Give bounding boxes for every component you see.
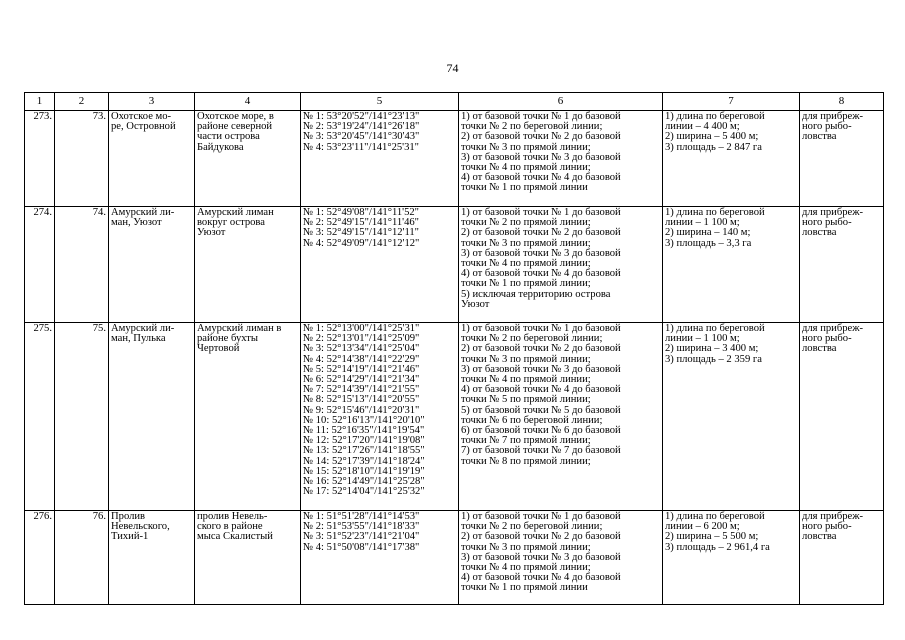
- cell-text: для прибреж- ного рыбо- ловства: [802, 207, 864, 239]
- cell-line: 5) исключая территорию острова: [461, 288, 611, 300]
- cell-row-number: [25, 323, 55, 511]
- cell-text: пролив Невель- ского в районе мыса Скалистый: [197, 511, 273, 543]
- cell-water-body: [109, 111, 195, 207]
- column-header: 6: [459, 93, 663, 111]
- cell-coordinates: [301, 207, 459, 323]
- cell-line: № 16: 52°14'49"/141°25'28": [303, 476, 425, 488]
- cell-text: 76.: [92, 511, 106, 522]
- cell-line: 2) ширина – 140 м;: [665, 227, 751, 239]
- cell-text: для прибреж- ного рыбо- ловства: [802, 111, 864, 143]
- cell-line: точки № 7 по прямой линии;: [461, 435, 591, 447]
- cell-line: 1) от базовой точки № 1 до базовой: [461, 323, 621, 334]
- cell-line: 3) от базовой точки № 3 до базовой: [461, 247, 621, 259]
- cell-line: 4) от базовой точки № 4 до базовой: [461, 572, 621, 584]
- cell-text: Амурский лиман вокруг острова Уюзот: [197, 207, 274, 239]
- cell-line: 1) от базовой точки № 1 до базовой: [461, 207, 621, 218]
- column-header: 1: [25, 93, 55, 111]
- cell-line: № 3: 52°49'15"/141°12'11": [303, 227, 419, 239]
- fishing-areas-table: [24, 92, 884, 605]
- cell-water-body: [109, 323, 195, 511]
- cell-text: 275.: [33, 323, 52, 334]
- cell-line: № 14: 52°17'39"/141°18'24": [303, 455, 425, 467]
- page-number: 74: [446, 61, 459, 75]
- cell-purpose: [800, 111, 884, 207]
- cell-text: 273.: [33, 111, 52, 122]
- cell-text: 274.: [33, 207, 52, 218]
- cell-line: 3) от базовой точки № 3 до базовой: [461, 363, 621, 375]
- cell-line: № 1: 52°13'00"/141°25'31": [303, 323, 420, 334]
- cell-line: точки № 1 по прямой линии: [461, 582, 588, 594]
- column-header: 8: [800, 93, 884, 111]
- cell-line: 3) площадь – 2 359 га: [665, 353, 762, 365]
- cell-line: № 1: 51°51'28"/141°14'53": [303, 511, 420, 522]
- cell-line: № 1: 53°20'52"/141°23'13": [303, 111, 420, 122]
- column-header: 2: [55, 93, 109, 111]
- cell-line: № 15: 52°18'10"/141°19'19": [303, 465, 425, 477]
- cell-line: линии – 6 200 м;: [665, 521, 740, 533]
- cell-location: [195, 323, 301, 511]
- cell-text: Амурский ли- ман, Пулька: [111, 323, 175, 345]
- cell-line: точки № 4 по прямой линии;: [461, 374, 591, 386]
- table-body: [25, 111, 884, 605]
- cell-line: № 3: 52°13'34"/141°25'04": [303, 343, 420, 355]
- cell-line: № 3: 53°20'45"/141°30'43": [303, 131, 420, 143]
- cell-line: 2) от базовой точки № 2 до базовой: [461, 531, 621, 543]
- cell-line: 3) площадь – 2 961,4 га: [665, 541, 770, 553]
- cell-water-body: [109, 511, 195, 605]
- cell-line: точки № 2 по береговой линии;: [461, 121, 603, 133]
- cell-line: 7) от базовой точки № 7 до базовой: [461, 445, 621, 457]
- cell-line: № 5: 52°14'19"/141°21'46": [303, 363, 420, 375]
- cell-text: Охотское море, в районе северной части острова Байдукова: [197, 111, 274, 153]
- cell-line: точки № 5 по прямой линии;: [461, 394, 591, 406]
- cell-purpose: [800, 511, 884, 605]
- column-header: 4: [195, 93, 301, 111]
- cell-line: 5) от базовой точки № 5 до базовой: [461, 404, 621, 416]
- cell-line: точки № 2 по береговой линии;: [461, 333, 603, 345]
- column-header: 3: [109, 93, 195, 111]
- cell-line: точки № 3 по прямой линии;: [461, 237, 591, 249]
- cell-area-number: [55, 111, 109, 207]
- cell-line: точки № 1 по прямой линии: [461, 182, 588, 194]
- table-row: [25, 111, 884, 207]
- cell-line: № 11: 52°16'35"/141°19'54": [303, 425, 425, 437]
- table-row: [25, 511, 884, 605]
- cell-line: 2) от базовой точки № 2 до базовой: [461, 227, 621, 239]
- cell-coordinates: [301, 323, 459, 511]
- cell-line: точки № 8 по прямой линии;: [461, 455, 591, 467]
- cell-area-number: [55, 323, 109, 511]
- cell-line: точки № 3 по прямой линии;: [461, 353, 591, 365]
- column-header: 7: [663, 93, 800, 111]
- cell-location: [195, 111, 301, 207]
- cell-purpose: [800, 323, 884, 511]
- cell-line: № 7: 52°14'39"/141°21'55": [303, 384, 420, 396]
- cell-water-body: [109, 207, 195, 323]
- column-header: 5: [301, 93, 459, 111]
- cell-area-number: [55, 511, 109, 605]
- cell-line: № 4: 52°49'09"/141°12'12": [303, 237, 420, 249]
- cell-line: 1) длина по береговой: [665, 207, 765, 218]
- cell-line: № 2: 51°53'55"/141°18'33": [303, 521, 420, 533]
- cell-dimensions: [663, 323, 800, 511]
- cell-line: точки № 3 по прямой линии;: [461, 141, 591, 153]
- header-row: [25, 93, 884, 111]
- cell-line: № 10: 52°16'13"/141°20'10": [303, 414, 425, 426]
- table-row: [25, 207, 884, 323]
- cell-line: линии – 1 100 м;: [665, 333, 740, 345]
- cell-line: 1) длина по береговой: [665, 511, 765, 522]
- cell-coordinates: [301, 111, 459, 207]
- cell-line: 3) от базовой точки № 3 до базовой: [461, 551, 621, 563]
- cell-location: [195, 207, 301, 323]
- cell-line: № 6: 52°14'29"/141°21'34": [303, 374, 420, 386]
- cell-dimensions: [663, 111, 800, 207]
- table-row: [25, 323, 884, 511]
- cell-text: 73.: [92, 111, 106, 122]
- cell-line: 2) от базовой точки № 2 до базовой: [461, 343, 621, 355]
- cell-line: 1) длина по береговой: [665, 111, 765, 122]
- cell-line: № 8: 52°15'13"/141°20'55": [303, 394, 420, 406]
- cell-line: линии – 4 400 м;: [665, 121, 740, 133]
- cell-row-number: [25, 511, 55, 605]
- cell-line: 1) длина по береговой: [665, 323, 765, 334]
- cell-line: 1) от базовой точки № 1 до базовой: [461, 111, 621, 122]
- cell-text: 276.: [33, 511, 52, 522]
- cell-text: Амурский ли- ман, Уюзот: [111, 207, 175, 229]
- cell-text: Амурский лиман в районе бухты Чертовой: [197, 323, 282, 355]
- cell-line: № 4: 52°14'38"/141°22'29": [303, 353, 420, 365]
- cell-row-number: [25, 207, 55, 323]
- cell-line: № 9: 52°15'46"/141°20'31": [303, 404, 420, 416]
- cell-coordinates: [301, 511, 459, 605]
- cell-line: точки № 4 по прямой линии;: [461, 562, 591, 574]
- cell-line: № 2: 52°13'01"/141°25'09": [303, 333, 420, 345]
- cell-text: Пролив Невельского, Тихий-1: [111, 511, 170, 543]
- cell-line: точки № 2 по береговой линии;: [461, 521, 603, 533]
- cell-line: № 4: 53°23'11"/141°25'31": [303, 141, 419, 153]
- cell-line: точки № 4 по прямой линии;: [461, 258, 591, 270]
- cell-line: № 13: 52°17'26"/141°18'55": [303, 445, 425, 457]
- cell-line: № 1: 52°49'08"/141°11'52": [303, 207, 419, 218]
- cell-line: линии – 1 100 м;: [665, 217, 740, 229]
- cell-line: № 2: 52°49'15"/141°11'46": [303, 217, 419, 229]
- cell-borders: [459, 323, 663, 511]
- cell-line: точки № 1 по прямой линии;: [461, 278, 591, 290]
- cell-line: 6) от базовой точки № 6 до базовой: [461, 425, 621, 437]
- cell-line: 3) от базовой точки № 3 до базовой: [461, 151, 621, 163]
- cell-borders: [459, 207, 663, 323]
- cell-text: для прибреж- ного рыбо- ловства: [802, 511, 864, 543]
- cell-line: Уюзот: [461, 298, 490, 310]
- cell-line: точки № 6 по береговой линии;: [461, 414, 603, 426]
- cell-line: 2) ширина – 5 400 м;: [665, 131, 759, 143]
- cell-line: точки № 3 по прямой линии;: [461, 541, 591, 553]
- cell-area-number: [55, 207, 109, 323]
- cell-dimensions: [663, 511, 800, 605]
- cell-purpose: [800, 207, 884, 323]
- cell-line: точки № 2 по прямой линии;: [461, 217, 591, 229]
- cell-line: № 17: 52°14'04"/141°25'32": [303, 486, 425, 498]
- cell-line: № 4: 51°50'08"/141°17'38": [303, 541, 420, 553]
- cell-line: № 2: 53°19'24"/141°26'18": [303, 121, 420, 133]
- cell-line: 2) от базовой точки № 2 до базовой: [461, 131, 621, 143]
- cell-line: 3) площадь – 3,3 га: [665, 237, 752, 249]
- cell-line: № 3: 51°52'23"/141°21'04": [303, 531, 420, 543]
- cell-line: 1) от базовой точки № 1 до базовой: [461, 511, 621, 522]
- cell-line: 2) ширина – 3 400 м;: [665, 343, 759, 355]
- cell-line: 4) от базовой точки № 4 до базовой: [461, 384, 621, 396]
- cell-text: 74.: [92, 207, 106, 218]
- cell-text: 75.: [92, 323, 106, 334]
- cell-borders: [459, 111, 663, 207]
- cell-text: для прибреж- ного рыбо- ловства: [802, 323, 864, 355]
- cell-location: [195, 511, 301, 605]
- cell-line: 3) площадь – 2 847 га: [665, 141, 762, 153]
- cell-line: 2) ширина – 5 500 м;: [665, 531, 759, 543]
- cell-borders: [459, 511, 663, 605]
- cell-row-number: [25, 111, 55, 207]
- cell-line: 4) от базовой точки № 4 до базовой: [461, 268, 621, 280]
- cell-line: точки № 4 по прямой линии;: [461, 162, 591, 174]
- cell-text: Охотское мо- ре, Островной: [111, 111, 176, 133]
- cell-line: 4) от базовой точки № 4 до базовой: [461, 172, 621, 184]
- cell-line: № 12: 52°17'20"/141°19'08": [303, 435, 425, 447]
- cell-dimensions: [663, 207, 800, 323]
